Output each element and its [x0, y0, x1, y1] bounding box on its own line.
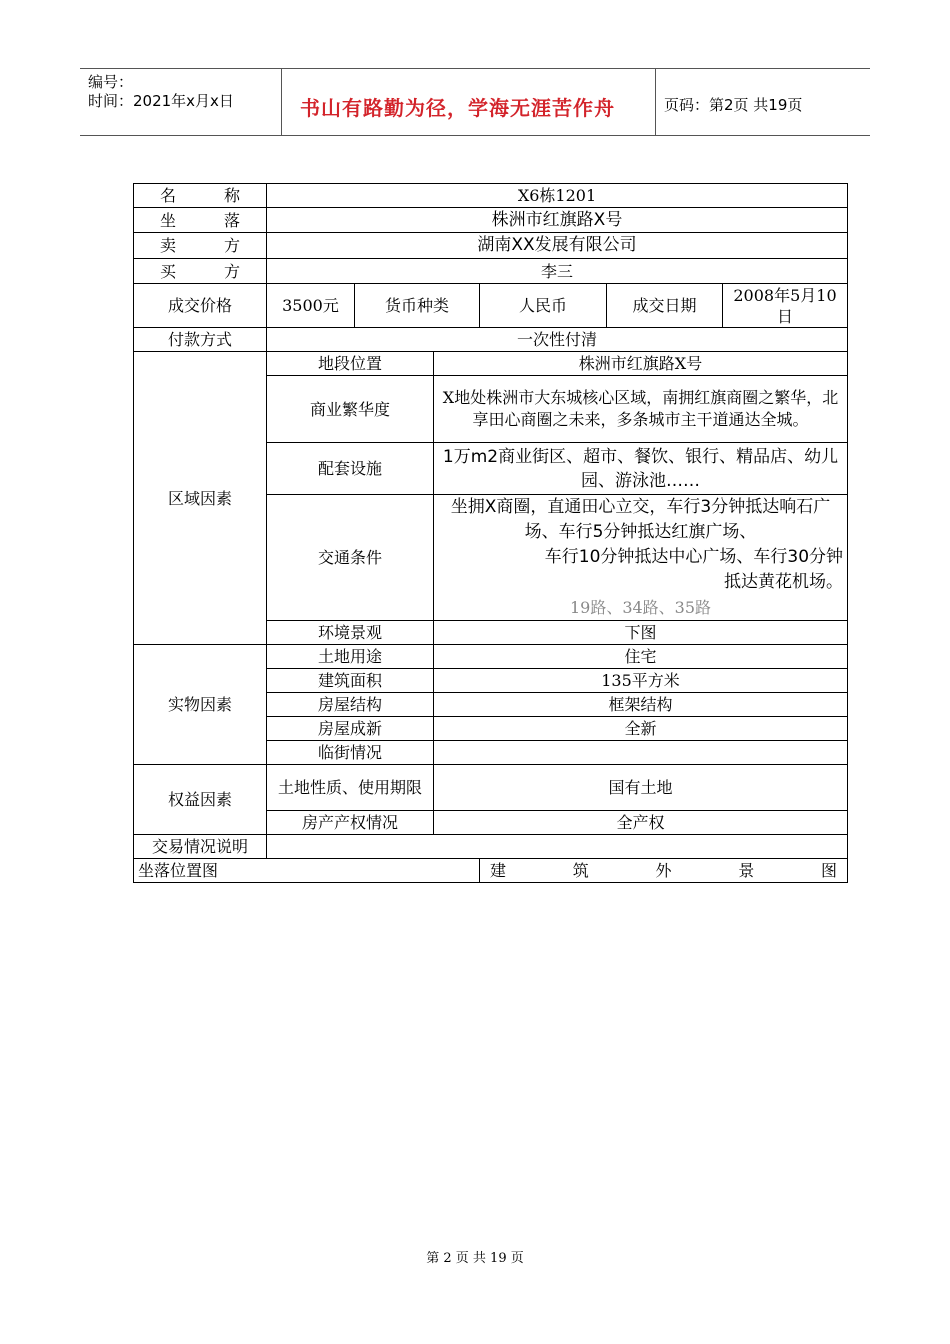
- physical-label: 建筑面积: [267, 669, 434, 693]
- payment-label: 付款方式: [134, 328, 267, 352]
- physical-value: 135平方米: [434, 669, 848, 693]
- physical-value: 框架结构: [434, 693, 848, 717]
- page-footer: 第 2 页 共 19 页: [426, 1251, 524, 1266]
- region-value: X地处株洲市大东城核心区域，南拥红旗商圈之繁华，北享田心商圈之未来，多条城市主干道通达全城。: [434, 376, 848, 443]
- region-value: [434, 495, 848, 621]
- currency-label: 货币种类: [355, 284, 480, 328]
- date-label: 时间：2021年x月x日: [88, 92, 234, 110]
- row-images: [134, 859, 848, 883]
- header-divider-left: [281, 68, 282, 136]
- map-label: 坐落位置图: [134, 859, 480, 883]
- row-physical-landuse: [134, 645, 848, 669]
- region-value: 下图: [434, 621, 848, 645]
- row-name: [134, 184, 848, 208]
- price-label: 成交价格: [134, 284, 267, 328]
- header-motto: 书山有路勤为径，学海无涯苦作舟: [300, 96, 615, 120]
- exterior-label: 建 筑 外 景 图: [480, 859, 848, 883]
- physical-value: [434, 741, 848, 765]
- row-buyer: [134, 259, 848, 284]
- serial-label: 编号：: [88, 73, 134, 91]
- row-seller: [134, 233, 848, 259]
- rights-label: 土地性质、使用期限: [267, 765, 434, 811]
- date-value: 2008年5月10日: [723, 284, 848, 328]
- bus-routes: 19路、34路、35路: [569, 598, 712, 617]
- region-group-label: 区域因素: [134, 352, 267, 645]
- transport-text-2: 车行10分钟抵达中心广场、车行30分钟抵达黄花机场。: [544, 547, 844, 592]
- row-transaction: [134, 835, 848, 859]
- location-label: 坐 落: [134, 208, 267, 233]
- payment-value: 一次性付清: [267, 328, 848, 352]
- transaction-label: 交易情况说明: [134, 835, 267, 859]
- region-label: 环境景观: [267, 621, 434, 645]
- location-value: 株洲市红旗路X号: [267, 208, 848, 233]
- physical-group-label: 实物因素: [134, 645, 267, 765]
- physical-label: 房屋结构: [267, 693, 434, 717]
- region-label: 交通条件: [267, 495, 434, 621]
- row-region-location: [134, 352, 848, 376]
- row-rights-land: [134, 765, 848, 811]
- row-location: [134, 208, 848, 233]
- region-label: 配套设施: [267, 443, 434, 495]
- page-info: 页码：第2页 共19页: [664, 96, 803, 114]
- row-price: [134, 284, 848, 328]
- physical-value: 全新: [434, 717, 848, 741]
- rights-group-label: 权益因素: [134, 765, 267, 835]
- rights-value: 全产权: [434, 811, 848, 835]
- region-value: 1万m2商业街区、超市、餐饮、银行、精品店、幼儿园、游泳池……: [434, 443, 848, 495]
- physical-value: 住宅: [434, 645, 848, 669]
- price-value: 3500元: [267, 284, 355, 328]
- name-label: 名 称: [134, 184, 267, 208]
- buyer-label: 买 方: [134, 259, 267, 284]
- header-top-rule: [80, 68, 870, 69]
- physical-label: 房屋成新: [267, 717, 434, 741]
- seller-value: 湖南XX发展有限公司: [267, 233, 848, 259]
- region-label: 商业繁华度: [267, 376, 434, 443]
- rights-label: 房产产权情况: [267, 811, 434, 835]
- rights-value: 国有土地: [434, 765, 848, 811]
- transport-text: 坐拥X商圈，直通田心立交，车行3分钟抵达响石广场、车行5分钟抵达红旗广场、: [450, 497, 831, 542]
- date-label: 成交日期: [607, 284, 723, 328]
- row-payment: [134, 328, 848, 352]
- seller-label: 卖 方: [134, 233, 267, 259]
- transaction-value: [267, 835, 848, 859]
- physical-label: 临街情况: [267, 741, 434, 765]
- buyer-value: 李三: [267, 259, 848, 284]
- header-bottom-rule: [80, 135, 870, 136]
- header-divider-right: [655, 68, 656, 136]
- region-label: 地段位置: [267, 352, 434, 376]
- name-value: X6栋1201: [267, 184, 848, 208]
- region-value: 株洲市红旗路X号: [434, 352, 848, 376]
- physical-label: 土地用途: [267, 645, 434, 669]
- currency-value: 人民币: [480, 284, 607, 328]
- property-transaction-table: [133, 183, 848, 883]
